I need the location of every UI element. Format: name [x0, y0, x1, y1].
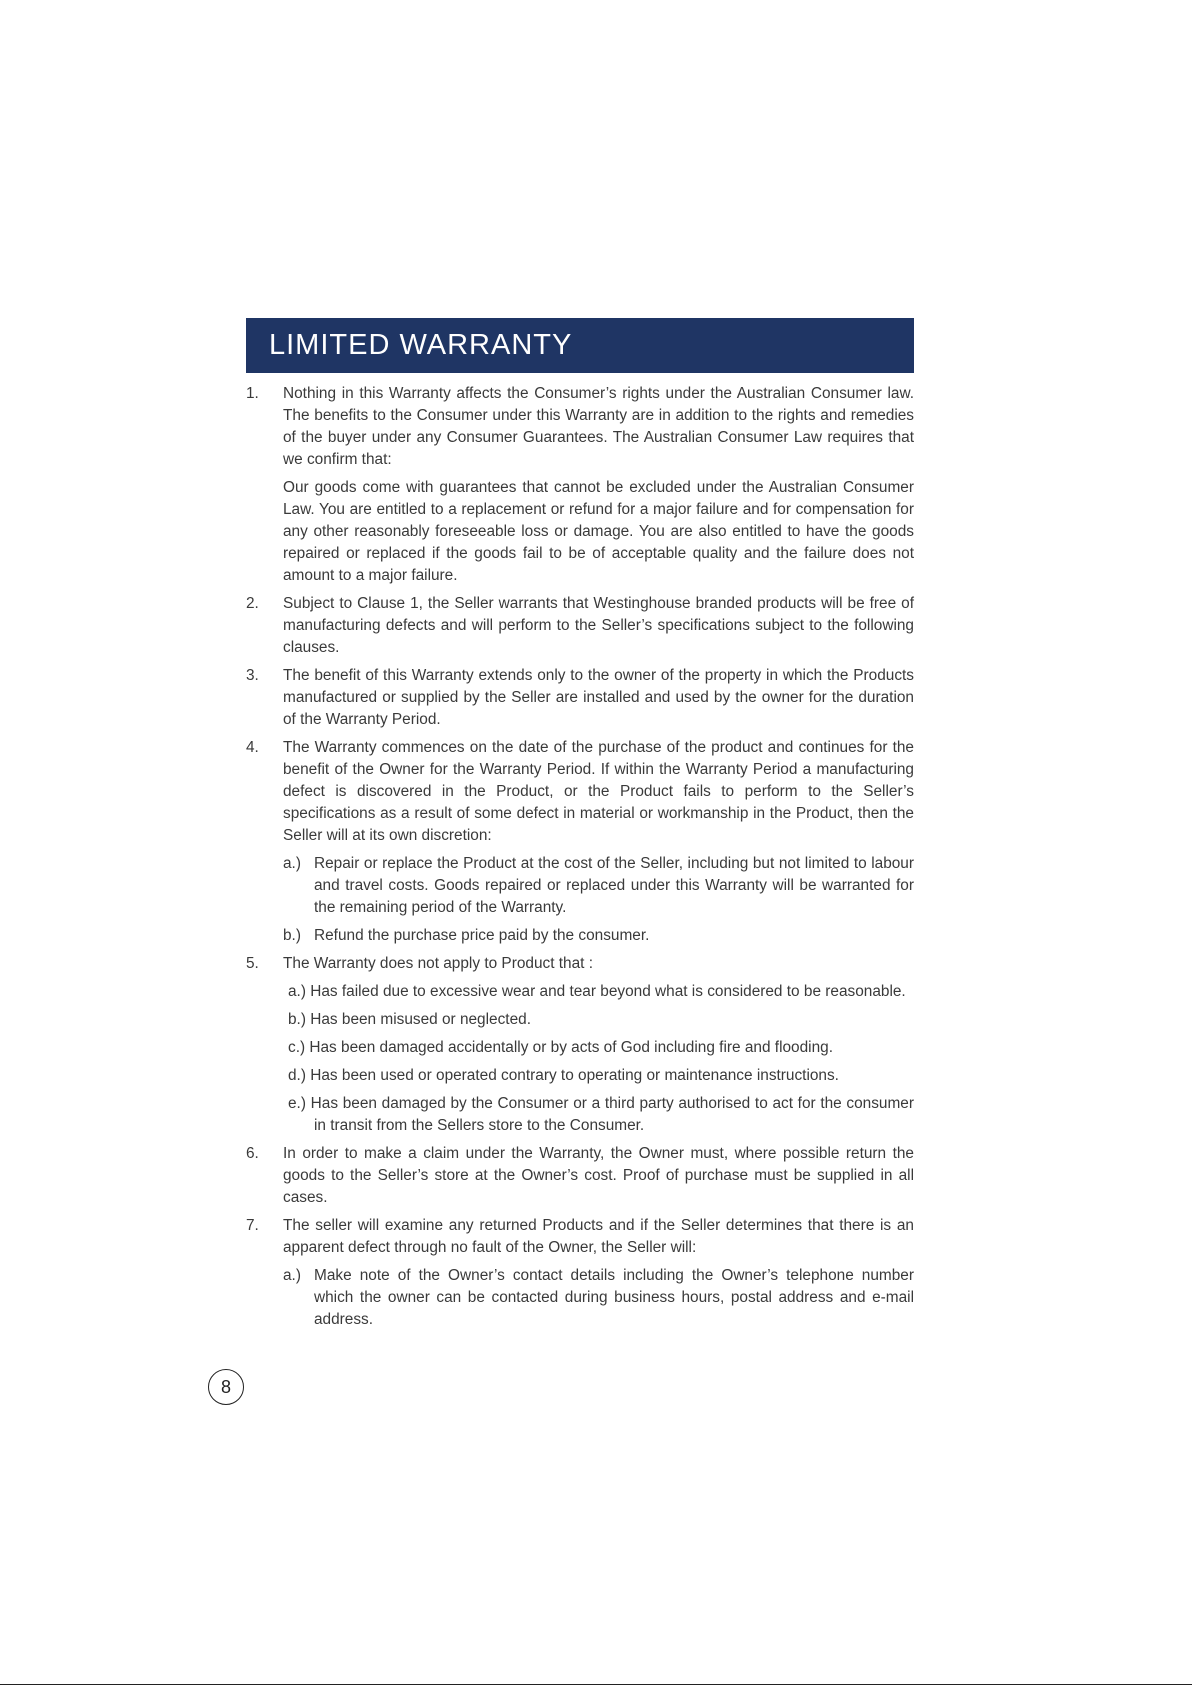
sub-clause-text: Make note of the Owner’s contact details including the Owner’s telephone number which the owner can be contacted during business hours, postal address and e-mail address.: [314, 1267, 914, 1328]
clause-number: 6.: [246, 1145, 259, 1162]
sub-clause-letter: a.): [283, 855, 301, 872]
clause-text: Our goods come with guarantees that cannot be excluded under the Australian Consumer Law. You are entitled to a replacement or refund for a major failure and for compensation for any other reasonably foreseeable loss or damage. You are also entitled to have the goods repaired or replaced if the goods fail to be of acceptable quality and the failure does not amount to a major failure.: [283, 479, 914, 584]
sub-clause: [283, 853, 914, 919]
clause-2: [246, 593, 914, 659]
clause-text: The Warranty commences on the date of the purchase of the product and continues for the benefit of the Owner for the Warranty Period. If within the Warranty Period a manufacturing defect is discovered in the Product, or the Product fails to perform to the Seller’s specifications as a result of some defect in material or workmanship in the Product, then the Seller will at its own discretion:: [283, 739, 914, 844]
sub-clause-text: d.) Has been used or operated contrary to operating or maintenance instructions.: [288, 1067, 839, 1084]
clause-text: The benefit of this Warranty extends only to the owner of the property in which the Products manufactured or supplied by the Seller are installed and used by the owner for the duration of the Warranty Period.: [283, 667, 914, 728]
clause-body: [283, 1215, 914, 1331]
clause-6: [246, 1143, 914, 1209]
clause-5: [246, 953, 914, 1137]
clause-text: The seller will examine any returned Products and if the Seller determines that there is an apparent defect through no fault of the Owner, the Seller will:: [283, 1217, 914, 1256]
sub-clause-text: Repair or replace the Product at the cost of the Seller, including but not limited to labour and travel costs. Goods repaired or replaced under this Warranty will be warranted for the remaining period of the Warranty.: [314, 855, 914, 916]
sub-clause-letter: b.): [283, 927, 301, 944]
sub-clause-letter: a.): [283, 1267, 301, 1284]
sub-clause-text: b.) Has been misused or neglected.: [288, 1011, 531, 1028]
title-banner: [246, 318, 914, 373]
clause-text: In order to make a claim under the Warranty, the Owner must, where possible return the goods to the Seller’s store at the Owner’s cost. Proof of purchase must be supplied in all cases.: [283, 1145, 914, 1206]
clause-text: The Warranty does not apply to Product that :: [283, 955, 593, 972]
sub-clause-text: a.) Has failed due to excessive wear and tear beyond what is considered to be reasonable.: [288, 983, 906, 1000]
page-number: 8: [220, 1376, 231, 1397]
sub-clause-text: c.) Has been damaged accidentally or by acts of God including fire and flooding.: [288, 1039, 833, 1056]
clause-text: Nothing in this Warranty affects the Consumer’s rights under the Australian Consumer law. The benefits to the Consumer under this Warranty are in addition to the rights and remedies of the buyer under any Consumer Guarantees. The Australian Consumer Law requires that we confirm that:: [283, 385, 914, 468]
sub-clause: [283, 1265, 914, 1331]
clause-number: 1.: [246, 385, 259, 402]
page-title: LIMITED WARRANTY: [269, 329, 573, 361]
page-number-badge: [208, 1369, 244, 1405]
clause-4: [246, 737, 914, 947]
clause-7: [246, 1215, 914, 1331]
clause-body: [283, 953, 914, 1137]
clause-body: [283, 383, 914, 587]
clause-number: 5.: [246, 955, 259, 972]
warranty-clauses: [246, 383, 914, 1337]
clause-body: [283, 737, 914, 947]
clause-1: [246, 383, 914, 587]
clause-number: 4.: [246, 739, 259, 756]
clause-text: Subject to Clause 1, the Seller warrants that Westinghouse branded products will be free of manufacturing defects and will perform to the Seller’s specifications subject to the following clauses.: [283, 595, 914, 656]
clause-number: 7.: [246, 1217, 259, 1234]
sub-clause: [283, 925, 914, 947]
sub-clause-text: Refund the purchase price paid by the consumer.: [314, 927, 650, 944]
sub-clause-text: e.) Has been damaged by the Consumer or a third party authorised to act for the consumer in transit from the Sellers store to the Consumer.: [288, 1095, 914, 1134]
clause-number: 3.: [246, 667, 259, 684]
clause-3: [246, 665, 914, 731]
clause-number: 2.: [246, 595, 259, 612]
